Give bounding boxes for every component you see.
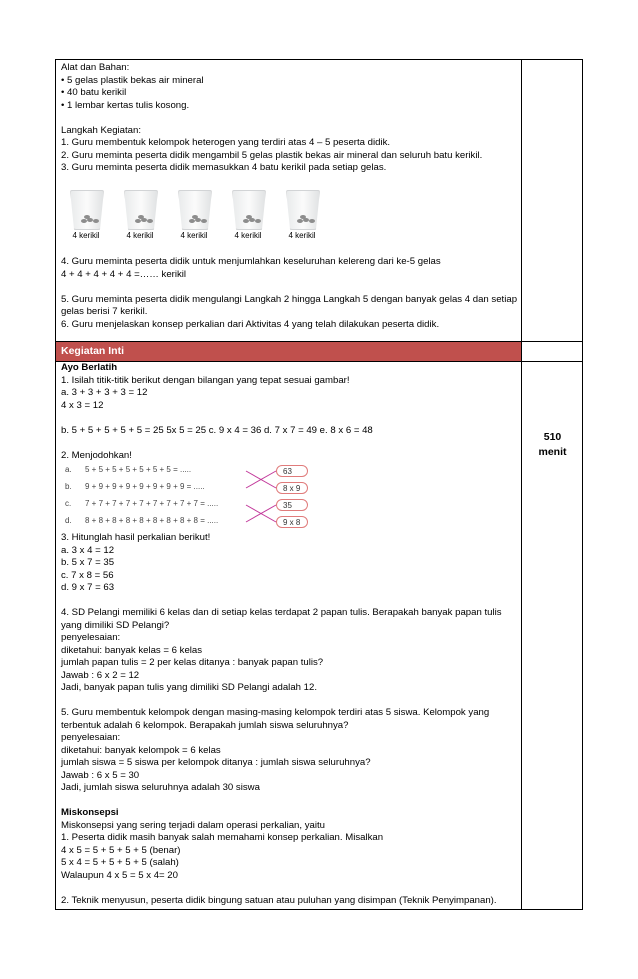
text-line: 3. Hitunglah hasil perkalian berikut! [61,532,211,543]
top-text-block [61,62,516,175]
glass-item [282,190,322,242]
text-line [61,882,516,895]
text-line: 6. Guru menjelaskan konsep perkalian dari Aktivitas 4 yang telah dilakukan peserta didik. [61,318,440,330]
text-line: 2. Teknik menyusun, peserta didik bingung satuan atau puluhan yang disimpan (Teknik Penyimpanan). [61,894,497,906]
text-line: 4 + 4 + 4 + 4 + 4 =…… kerikil [61,268,187,280]
text-line: 3. Guru meminta peserta didik memasukkan 4 batu kerikil pada setiap gelas. [61,162,387,173]
text-line [61,412,516,425]
text-line: penyelesaian: [61,632,121,643]
text-line: Walaupun 4 x 5 = 5 x 4= 20 [61,869,178,881]
text-line: Miskonsepsi yang sering terjadi dalam operasi perkalian, yaitu [61,819,325,831]
matching-answer-box: 9 x 8 [276,516,308,528]
glass-with-pebbles-icon [286,190,320,230]
text-line: yang dimiliki SD Pelangi? [61,619,170,631]
glass-with-pebbles-icon [232,190,266,230]
text-line: Jawab : 6 x 5 = 30 [61,769,140,781]
duration-unit: menit [538,446,567,458]
text-line: 2. Menjodohkan! [61,449,132,461]
text-line: penyelesaian: [61,732,121,743]
text-line: Langkah Kegiatan: [61,124,142,136]
text-line: 4. Guru meminta peserta didik untuk menjumlahkan keseluruhan kelereng dari ke-5 gelas [61,256,441,267]
text-line: Jadi, jumlah siswa seluruhnya adalah 30 siswa [61,782,260,793]
text-line: 4 x 5 = 5 + 5 + 5 + 5 (benar) [61,844,181,856]
matching-expression: 8 + 8 + 8 + 8 + 8 + 8 + 8 + 8 + 8 = ..... [85,516,219,525]
text-line: 1. Isilah titik-titik berikut dengan bilangan yang tepat sesuai gambar! [61,374,350,386]
exercise-block-2 [61,532,516,807]
text-line [61,595,516,608]
pebble-icon [138,215,144,219]
glass-item [120,190,160,242]
text-line: b. 5 x 7 = 35 [61,557,115,568]
pebble-icon [246,215,252,219]
exercise-block-1 [61,375,516,463]
misconception-heading: Miskonsepsi [61,807,119,818]
matching-key: d. [65,516,72,525]
lesson-table [55,59,583,910]
glass-label: 4 kerikil [126,231,154,240]
column-divider [521,60,522,909]
glass-with-pebbles-icon [178,190,212,230]
section-header [56,342,521,361]
matching-answer-box: 35 [276,499,308,511]
main-activity [61,362,516,907]
text-line: Alat dan Bahan: [61,62,130,73]
text-line: 2. Guru meminta peserta didik mengambil 5 gelas plastik bekas air mineral dan seluruh batu kerikil. [61,149,483,161]
glass-item [174,190,214,242]
text-line [61,695,516,708]
matching-answer-box: 63 [276,465,308,477]
text-line [61,281,516,294]
pebble-icon [93,219,99,223]
text-line: c. 7 x 8 = 56 [61,569,114,581]
pebble-icon [255,219,261,223]
matching-expression: 9 + 9 + 9 + 9 + 9 + 9 + 9 + 9 = ..... [85,482,205,491]
text-line: 5 x 4 = 5 + 5 + 5 + 5 (salah) [61,857,179,868]
text-line: • 40 batu kerikil [61,87,127,98]
misconception-block [61,820,516,908]
pebble-icon [192,215,198,219]
steps-continued [61,256,516,331]
text-line: a. 3 + 3 + 3 + 3 = 12 [61,387,148,398]
pebble-icon [300,215,306,219]
text-line: Jadi, banyak papan tulis yang dimiliki SD Pelangi adalah 12. [61,682,317,693]
text-line: • 1 lembar kertas tulis kosong. [61,99,190,111]
text-line: gelas berisi 7 kerikil. [61,306,148,317]
matching-left-item [61,515,218,528]
matching-key: b. [65,482,72,491]
matching-left-item [61,464,191,477]
top-text-block-2 [61,256,516,331]
text-line: a. 3 x 4 = 12 [61,544,115,556]
text-line: jumlah siswa = 5 siswa per kelompok ditanya : jumlah siswa seluruhnya? [61,757,371,768]
matching-left-item [61,481,205,494]
text-line: 5. Guru membentuk kelompok dengan masing-masing kelompok terdiri atas 5 siswa. Kelompok yang [61,707,490,718]
matching-left-item [61,498,218,511]
pebble-icon [147,219,153,223]
glass-label: 4 kerikil [180,231,208,240]
text-line: 1. Guru membentuk kelompok heterogen yang terdiri atas 4 – 5 peserta didik. [61,137,391,148]
text-line: terbentuk adalah 6 kelompok. Berapakah jumlah siswa seluruhnya? [61,719,349,731]
glass-label: 4 kerikil [288,231,316,240]
text-line: b. 5 + 5 + 5 + 5 + 5 = 25 5x 5 = 25 c. 9 x 4 = 36 d. 7 x 7 = 49 e. 8 x 6 = 48 [61,424,373,436]
text-line: Jawab : 6 x 2 = 12 [61,669,140,681]
text-line: 5. Guru meminta peserta didik mengulangi Langkah 2 hingga Langkah 5 dengan banyak gelas 4 dan setiap [61,293,518,305]
materials-and-steps [61,62,516,175]
section-header-title: Kegiatan Inti [61,345,125,357]
text-line: 4. SD Pelangi memiliki 6 kelas dan di setiap kelas terdapat 2 papan tulis. Berapakah banyak papan tulis [61,607,502,618]
glass-item [66,190,106,242]
text-line: d. 9 x 7 = 63 [61,582,115,593]
text-line: diketahui: banyak kelas = 6 kelas [61,644,203,656]
matching-key: a. [65,465,72,474]
duration [522,430,583,460]
duration-value: 510 [543,431,562,443]
matching-key: c. [65,499,72,508]
text-line: jumlah papan tulis = 2 per kelas ditanya : banyak papan tulis? [61,657,324,668]
pebble-icon [201,219,207,223]
glass-label: 4 kerikil [234,231,262,240]
glass-with-pebbles-icon [70,190,104,230]
glasses-illustration [66,190,336,245]
pebble-icon [309,219,315,223]
text-line: 4 x 3 = 12 [61,399,104,411]
pebble-icon [84,215,90,219]
text-line: 1. Peserta didik masih banyak salah memahami konsep perkalian. Misalkan [61,832,384,843]
glass-item [228,190,268,242]
text-line: • 5 gelas plastik bekas air mineral [61,74,204,86]
glass-label: 4 kerikil [72,231,100,240]
matching-expression: 5 + 5 + 5 + 5 + 5 + 5 + 5 = ..... [85,465,192,474]
text-line: diketahui: banyak kelompok = 6 kelas [61,744,221,756]
practice-heading: Ayo Berlatih [61,362,118,373]
text-line [61,795,516,808]
matching-exercise [61,462,341,532]
matching-expression: 7 + 7 + 7 + 7 + 7 + 7 + 7 + 7 + 7 = ..... [85,499,219,508]
text-line [61,437,516,450]
text-line [61,112,516,125]
glass-with-pebbles-icon [124,190,158,230]
matching-answer-box: 8 x 9 [276,482,308,494]
